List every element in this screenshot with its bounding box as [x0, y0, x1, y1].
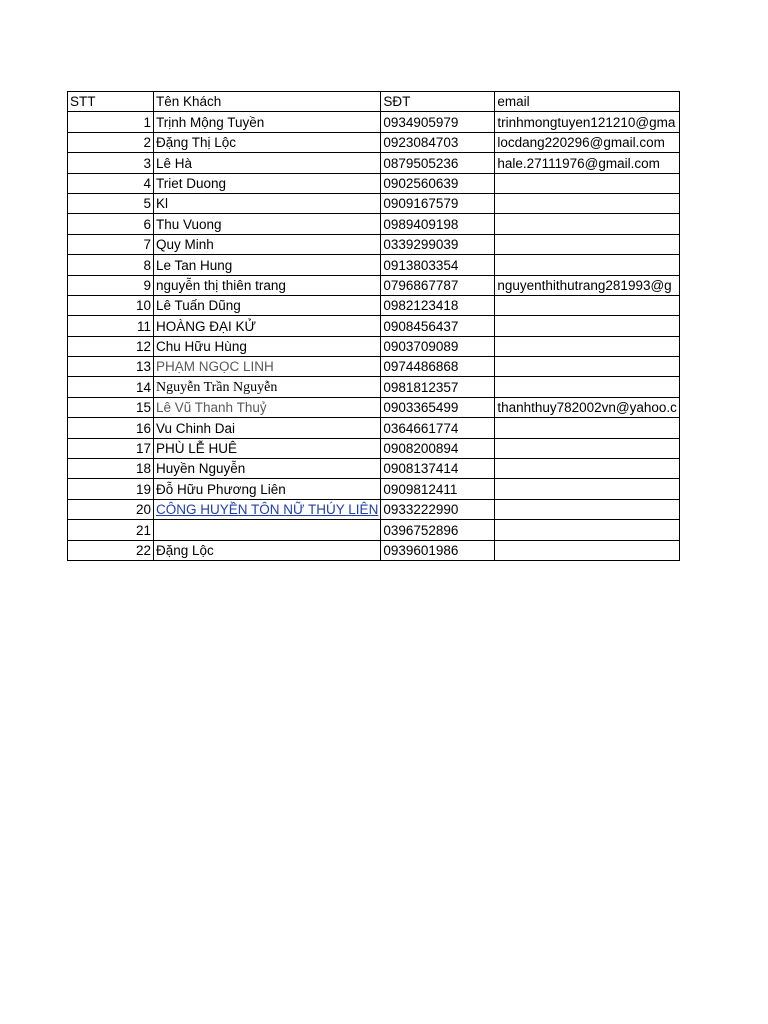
table-row: [68, 459, 680, 479]
header-row: [68, 92, 680, 112]
cell-stt: 9: [68, 275, 154, 295]
cell-stt: 22: [68, 540, 154, 560]
cell-stt: 2: [68, 132, 154, 152]
cell-phone: 0902560639: [381, 173, 495, 193]
cell-email: thanhthuy782002vn@yahoo.c: [495, 397, 680, 417]
cell-phone: 0879505236: [381, 153, 495, 173]
cell-phone: 0934905979: [381, 112, 495, 132]
table-row: [68, 255, 680, 275]
customer-table: [67, 91, 680, 561]
cell-email: [495, 377, 680, 397]
cell-name: nguyễn thị thiên trang: [154, 275, 381, 295]
cell-email: [495, 438, 680, 458]
cell-stt: 14: [68, 377, 154, 397]
cell-phone: 0903365499: [381, 397, 495, 417]
cell-name: PHẠM NGỌC LINH: [154, 357, 381, 377]
cell-name: Đặng Thị Lộc: [154, 132, 381, 152]
cell-name: Huyền Nguyễn: [154, 459, 381, 479]
cell-stt: 5: [68, 193, 154, 213]
cell-stt: 13: [68, 357, 154, 377]
table-row: [68, 418, 680, 438]
cell-stt: 16: [68, 418, 154, 438]
cell-stt: 4: [68, 173, 154, 193]
cell-stt: 18: [68, 459, 154, 479]
cell-name: Nguyễn Trần Nguyễn: [154, 377, 381, 397]
cell-phone: 0908137414: [381, 459, 495, 479]
cell-stt: 1: [68, 112, 154, 132]
cell-stt: 12: [68, 336, 154, 356]
table-row: [68, 438, 680, 458]
cell-stt: 21: [68, 520, 154, 540]
table-row: [68, 295, 680, 315]
cell-stt: 7: [68, 234, 154, 254]
table-row: [68, 275, 680, 295]
cell-email: [495, 418, 680, 438]
cell-stt: 15: [68, 397, 154, 417]
table-row: [68, 316, 680, 336]
cell-email: hale.27111976@gmail.com: [495, 153, 680, 173]
cell-email: [495, 234, 680, 254]
cell-name: Lê Hà: [154, 153, 381, 173]
cell-phone: 0364661774: [381, 418, 495, 438]
cell-name: PHÙ LỄ HUÊ: [154, 438, 381, 458]
cell-phone: 0903709089: [381, 336, 495, 356]
cell-email: nguyenthithutrang281993@g: [495, 275, 680, 295]
cell-name: HOÀNG ĐẠI KỬ: [154, 316, 381, 336]
cell-stt: 8: [68, 255, 154, 275]
table-row: [68, 397, 680, 417]
cell-email: [495, 316, 680, 336]
cell-phone: 0908200894: [381, 438, 495, 458]
cell-email: [495, 499, 680, 519]
cell-phone: 0981812357: [381, 377, 495, 397]
cell-name: [154, 520, 381, 540]
table-row: [68, 234, 680, 254]
cell-stt: 20: [68, 499, 154, 519]
cell-email: [495, 520, 680, 540]
table-row: [68, 112, 680, 132]
cell-stt: 11: [68, 316, 154, 336]
cell-email: [495, 357, 680, 377]
cell-name[interactable]: CÔNG HUYỀN TÔN NỮ THÚY LIÊN: [154, 499, 381, 519]
cell-phone: 0908456437: [381, 316, 495, 336]
header-stt: STT: [68, 92, 154, 112]
header-name: Tên Khách: [154, 92, 381, 112]
cell-name: Lê Vũ Thanh Thuỷ: [154, 397, 381, 417]
cell-email: [495, 459, 680, 479]
table-row: [68, 132, 680, 152]
cell-email: [495, 173, 680, 193]
cell-phone: 0796867787: [381, 275, 495, 295]
cell-stt: 6: [68, 214, 154, 234]
cell-email: [495, 193, 680, 213]
cell-email: [495, 540, 680, 560]
cell-phone: 0913803354: [381, 255, 495, 275]
table-row: [68, 357, 680, 377]
table-row: [68, 479, 680, 499]
cell-name: Triet Duong: [154, 173, 381, 193]
cell-phone: 0923084703: [381, 132, 495, 152]
cell-name: Lê Tuấn Dũng: [154, 295, 381, 315]
cell-name: Le Tan Hung: [154, 255, 381, 275]
table-row: [68, 520, 680, 540]
cell-phone: 0939601986: [381, 540, 495, 560]
cell-stt: 19: [68, 479, 154, 499]
cell-name: Chu Hữu Hùng: [154, 336, 381, 356]
table-row: [68, 173, 680, 193]
cell-phone: 0982123418: [381, 295, 495, 315]
cell-phone: 0933222990: [381, 499, 495, 519]
table-row: [68, 153, 680, 173]
cell-phone: 0989409198: [381, 214, 495, 234]
cell-email: locdang220296@gmail.com: [495, 132, 680, 152]
cell-name: Thu Vuong: [154, 214, 381, 234]
cell-stt: 17: [68, 438, 154, 458]
cell-phone: 0396752896: [381, 520, 495, 540]
header-email: email: [495, 92, 680, 112]
table-row: [68, 214, 680, 234]
cell-email: trinhmongtuyen121210@gma: [495, 112, 680, 132]
table-row: [68, 193, 680, 213]
cell-stt: 3: [68, 153, 154, 173]
cell-phone: 0909167579: [381, 193, 495, 213]
cell-stt: 10: [68, 295, 154, 315]
table-row: [68, 540, 680, 560]
cell-email: [495, 214, 680, 234]
cell-name: Quy Minh: [154, 234, 381, 254]
cell-email: [495, 295, 680, 315]
cell-name: Đặng Lộc: [154, 540, 381, 560]
cell-email: [495, 255, 680, 275]
cell-name: Trịnh Mộng Tuyền: [154, 112, 381, 132]
table-row: [68, 377, 680, 397]
cell-phone: 0339299039: [381, 234, 495, 254]
cell-phone: 0974486868: [381, 357, 495, 377]
table-row: [68, 499, 680, 519]
cell-name: Vu Chinh Dai: [154, 418, 381, 438]
cell-email: [495, 479, 680, 499]
cell-name: Đỗ Hữu Phương Liên: [154, 479, 381, 499]
header-phone: SĐT: [381, 92, 495, 112]
cell-phone: 0909812411: [381, 479, 495, 499]
cell-email: [495, 336, 680, 356]
table-row: [68, 336, 680, 356]
cell-name: Kl: [154, 193, 381, 213]
